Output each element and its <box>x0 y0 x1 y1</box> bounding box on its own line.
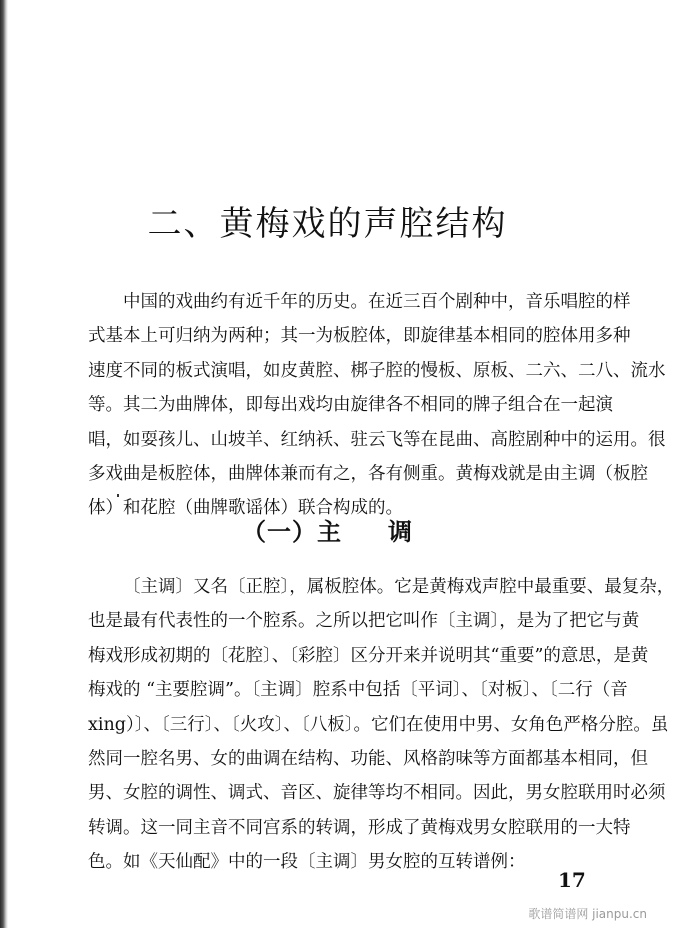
text-line: 〔主调〕又名〔正腔〕，属板腔体。它是黄梅戏声腔中最重要、最复杂， <box>123 577 674 597</box>
text-line: 然同一腔名男、女的曲调在结构、功能、风格韵味等方面都基本相同，但 <box>88 748 648 769</box>
text-line: 转调。这一同主音不同宫系的转调，形成了黄梅戏男女腔联用的一大特 <box>88 817 631 838</box>
text-line: 梅戏形成初期的〔花腔〕、〔彩腔〕区分开来并说明其“重要”的意思，是黄 <box>88 645 649 666</box>
intro-paragraph <box>88 285 666 526</box>
body-paragraph <box>88 570 674 880</box>
text-line: 男、女腔的调性、调式、音区、旋律等均不相同。因此，男女腔联用时必须 <box>88 783 666 804</box>
book-spine-shadow <box>0 0 8 928</box>
section-title-tail: 调 <box>388 518 413 546</box>
text-line: 式基本上可归纳为两种；其一为板腔体，即旋律基本相同的腔体用多种 <box>88 326 631 347</box>
text-line: 等。其二为曲牌体，即每出戏均由旋律各不相同的牌子组合在一起演 <box>88 395 613 416</box>
text-line: 也是最有代表性的一个腔系。之所以把它叫作〔主调〕，是为了把它与黄 <box>88 611 640 632</box>
text-line: 唱，如耍孩儿、山坡羊、红纳袄、驻云飞等在昆曲、高腔剧种中的运用。很 <box>88 429 666 450</box>
text-line: 多戏曲是板腔体，曲牌体兼而有之，各有侧重。黄梅戏就是由主调（板腔 <box>88 463 648 484</box>
chapter-title: 二、黄梅戏的声腔结构 <box>147 204 508 244</box>
page-number: 17 <box>558 868 586 892</box>
section-number: （一）主 <box>242 518 342 546</box>
text-line: 体）和花腔（曲牌歌谣体）联合构成的。 <box>88 498 403 519</box>
print-speck <box>117 494 119 497</box>
text-line: 梅戏的 “主要腔调”。〔主调〕腔系中包括〔平词〕、〔对板〕、〔二行（音 <box>88 680 628 701</box>
text-line: 速度不同的板式演唱，如皮黄腔、梆子腔的慢板、原板、二六、二八、流水 <box>88 360 666 381</box>
text-line: xing）〕、〔三行〕、〔火攻〕、〔八板〕。它们在使用中男、女角色严格分腔。虽 <box>88 714 669 735</box>
text-line: 色。如《天仙配》中的一段〔主调〕男女腔的互转谱例： <box>88 852 526 873</box>
text-line: 中国的戏曲约有近千年的历史。在近三百个剧种中，音乐唱腔的样 <box>123 292 631 312</box>
watermark: 歌谱简谱网 jianpu.cn <box>528 907 647 921</box>
section-title <box>0 512 655 552</box>
